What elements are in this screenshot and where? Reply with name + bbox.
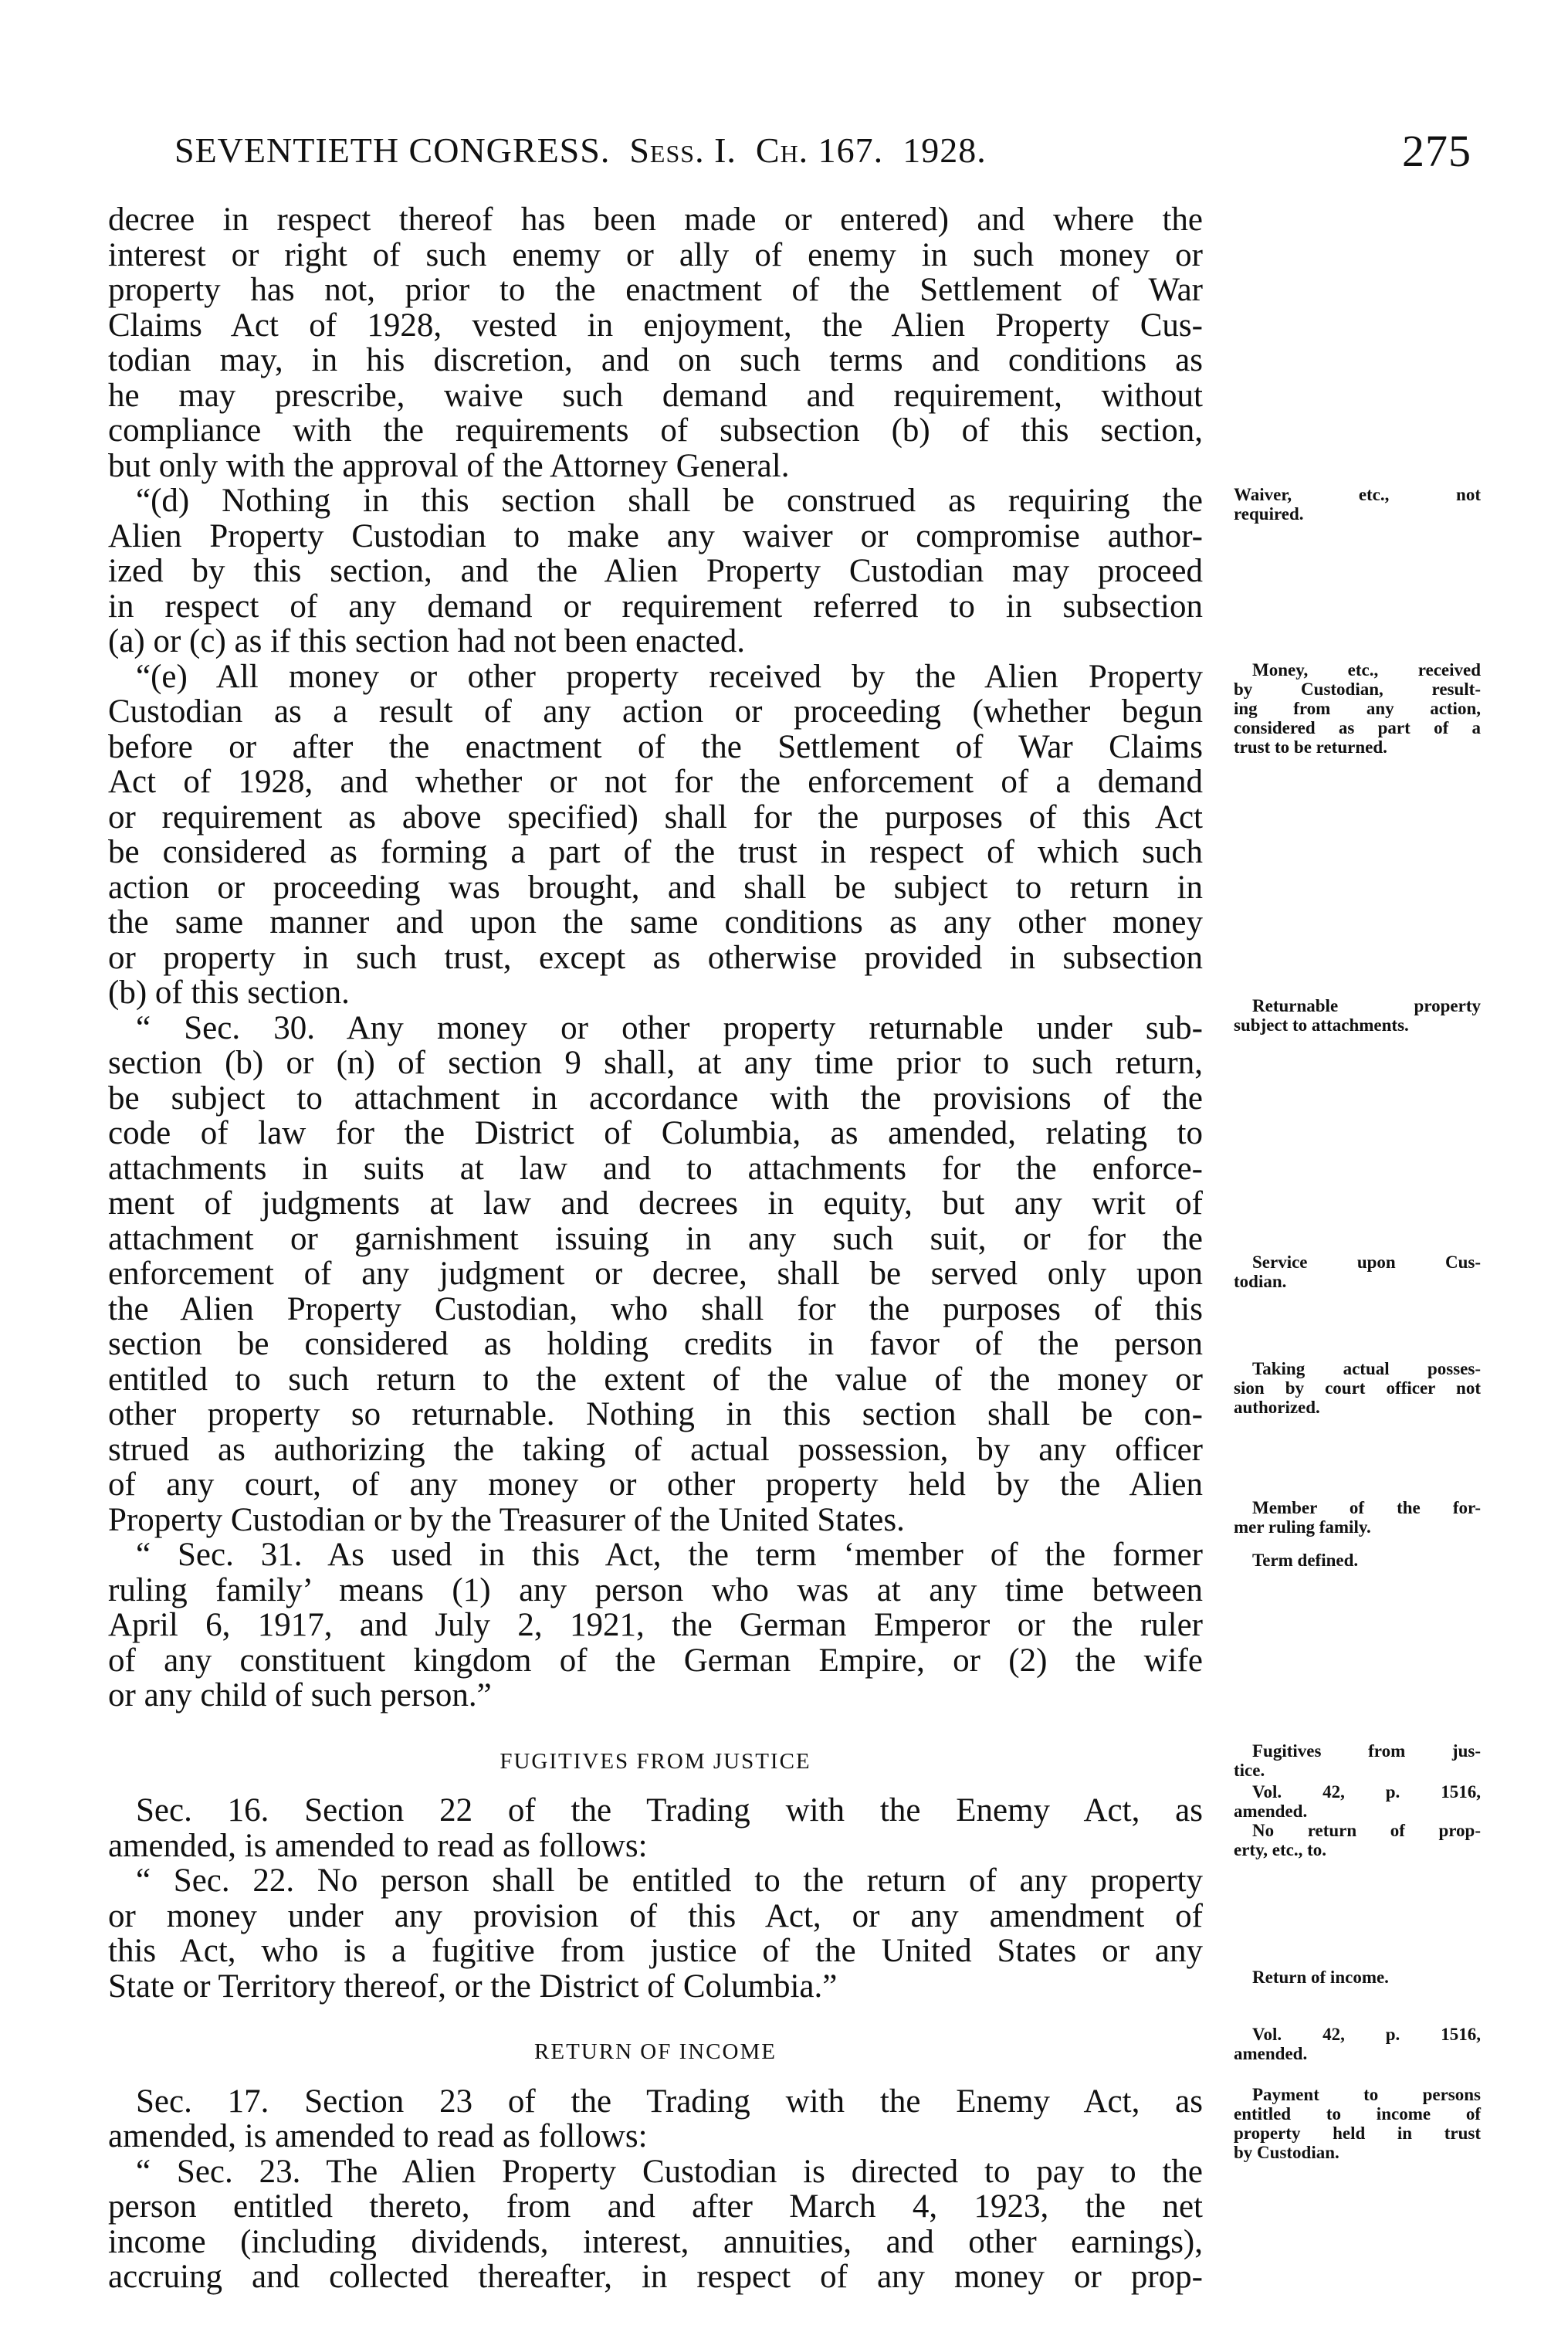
- text-line: State or Territory thereof, or the District of Columbia.”: [108, 1968, 838, 2005]
- text-line: “(e) All money or other property received by the Alien Property: [136, 658, 1203, 695]
- margin-note-line: mer ruling family.: [1234, 1517, 1371, 1537]
- text-line: in respect of any demand or requirement referred to in subsection: [108, 588, 1203, 625]
- text-line: Custodian as a result of any action or proceeding (whether begun: [108, 693, 1203, 730]
- text-line: other property so returnable. Nothing in this section shall be con-: [108, 1396, 1203, 1432]
- margin-note-line: Money, etc., received: [1252, 660, 1481, 680]
- text-line: of any constituent kingdom of the German Empire, or (2) the wife: [108, 1642, 1203, 1679]
- header-chapter: Ch. 167.: [755, 130, 884, 170]
- margin-note-payment: [1234, 2085, 1481, 2162]
- margin-note-fugitives: [1234, 1741, 1481, 1780]
- margin-note-line: Payment to persons: [1252, 2085, 1481, 2104]
- text-line: ized by this section, and the Alien Property Custodian may proceed: [108, 553, 1203, 589]
- margin-note-returnable: [1234, 996, 1481, 1035]
- text-line: code of law for the District of Columbia, as amended, relating to: [108, 1115, 1203, 1151]
- margin-note-line: ing from any action,: [1234, 699, 1481, 718]
- header-title: [174, 130, 987, 171]
- margin-note-line: No return of prop-: [1252, 1821, 1481, 1840]
- margin-note-line: by Custodian.: [1234, 2143, 1339, 2162]
- text-line: accruing and collected thereafter, in respect of any money or prop-: [108, 2259, 1203, 2295]
- margin-note-line: Service upon Cus-: [1252, 1252, 1481, 1272]
- section-heading-fugitives: FUGITIVES FROM JUSTICE: [500, 1748, 811, 1774]
- header-congress: SEVENTIETH CONGRESS.: [174, 130, 611, 170]
- text-line: enforcement of any judgment or decree, shall be served only upon: [108, 1256, 1203, 1292]
- margin-note-line: Vol. 42, p. 1516,: [1252, 2025, 1481, 2044]
- text-line: be considered as forming a part of the trust in respect of which such: [108, 834, 1203, 870]
- margin-note-line: required.: [1234, 504, 1304, 524]
- margin-note-line: Waiver, etc., not: [1234, 485, 1481, 504]
- text-line: but only with the approval of the Attorney General.: [108, 447, 790, 484]
- header-year: 1928.: [903, 130, 987, 170]
- text-line: before or after the enactment of the Settlement of War Claims: [108, 728, 1203, 765]
- margin-note-line: entitled to income of: [1234, 2104, 1481, 2124]
- margin-note-term-defined: [1234, 1551, 1481, 1570]
- margin-note-service: [1234, 1252, 1481, 1291]
- text-line: ment of judgments at law and decrees in equity, but any writ of: [108, 1185, 1203, 1222]
- text-line: decree in respect thereof has been made or entered) and where the: [108, 202, 1203, 238]
- text-line: this Act, who is a fugitive from justice of the United States or any: [108, 1933, 1203, 1969]
- margin-note-waiver: [1234, 485, 1481, 524]
- text-line: “(d) Nothing in this section shall be construed as requiring the: [136, 483, 1203, 519]
- margin-note-line: Vol. 42, p. 1516,: [1252, 1782, 1481, 1802]
- text-line: Act of 1928, and whether or not for the enforcement of a demand: [108, 764, 1203, 800]
- margin-note-line: Term defined.: [1252, 1551, 1359, 1570]
- text-line: or money under any provision of this Act, or any amendment of: [108, 1897, 1203, 1934]
- margin-note-line: subject to attachments.: [1234, 1015, 1409, 1035]
- text-line: Property Custodian or by the Treasurer of the United States.: [108, 1501, 905, 1538]
- margin-note-line: amended.: [1234, 1802, 1308, 1821]
- text-line: “ Sec. 22. No person shall be entitled to the return of any property: [136, 1863, 1203, 1899]
- text-line: income (including dividends, interest, annuities, and other earnings),: [108, 2223, 1203, 2260]
- text-line: (b) of this section.: [108, 975, 350, 1011]
- margin-note-line: Returnable property: [1252, 996, 1481, 1015]
- margin-note-line: authorized.: [1234, 1398, 1320, 1417]
- section-heading-return-income: RETURN OF INCOME: [534, 2039, 777, 2064]
- margin-note-vol-42-second: [1234, 2025, 1481, 2063]
- text-line: attachment or garnishment issuing in any such suit, or for the: [108, 1220, 1203, 1257]
- text-line: “ Sec. 23. The Alien Property Custodian is directed to pay to the: [136, 2153, 1203, 2190]
- spacer: [108, 2070, 1203, 2084]
- text-line: amended, is amended to read as follows:: [108, 2118, 648, 2154]
- page-number: 275: [1402, 126, 1471, 176]
- text-line: compliance with the requirements of subsection (b) of this section,: [108, 412, 1203, 449]
- text-line: strued as authorizing the taking of actual possession, by any officer: [108, 1431, 1203, 1468]
- text-line: Claims Act of 1928, vested in enjoyment, the Alien Property Cus-: [108, 307, 1203, 344]
- margin-note-line: sion by court officer not: [1234, 1378, 1481, 1398]
- header-session: Sess. I.: [629, 130, 737, 170]
- text-line: or any child of such person.”: [108, 1677, 492, 1713]
- text-line: Alien Property Custodian to make any waiver or compromise author-: [108, 517, 1203, 554]
- margin-note-money-received: [1234, 660, 1481, 757]
- text-line: “ Sec. 31. As used in this Act, the term ‘member of the former: [136, 1537, 1203, 1573]
- text-line: entitled to such return to the extent of the value of the money or: [108, 1361, 1203, 1398]
- margin-note-no-return: [1234, 1821, 1481, 1859]
- margin-note-line: tice.: [1234, 1761, 1265, 1780]
- text-line: section (b) or (n) of section 9 shall, at any time prior to such return,: [108, 1045, 1203, 1081]
- text-line: todian may, in his discretion, and on such terms and conditions as: [108, 342, 1203, 378]
- text-line: amended, is amended to read as follows:: [108, 1827, 648, 1864]
- margin-note-line: amended.: [1234, 2044, 1308, 2063]
- text-line: Sec. 16. Section 22 of the Trading with the Enemy Act, as: [136, 1792, 1203, 1829]
- margin-note-line: by Custodian, result-: [1234, 680, 1481, 699]
- spacer: [108, 1713, 1203, 1744]
- margin-note-line: Taking actual posses-: [1252, 1359, 1481, 1378]
- margin-note-line: trust to be returned.: [1234, 737, 1387, 757]
- spacer: [108, 1779, 1203, 1793]
- text-line: the same manner and upon the same conditions as any other money: [108, 904, 1203, 941]
- text-line: action or proceeding was brought, and shall be subject to return in: [108, 869, 1203, 906]
- margin-note-member: [1234, 1498, 1481, 1537]
- text-line: he may prescribe, waive such demand and requirement, without: [108, 377, 1203, 414]
- margin-note-line: Member of the for-: [1252, 1498, 1481, 1517]
- text-line: person entitled thereto, from and after March 4, 1923, the net: [108, 2188, 1203, 2225]
- margin-note-return-income: [1234, 1968, 1481, 1987]
- text-line: ruling family’ means (1) any person who was at any time between: [108, 1571, 1203, 1608]
- text-line: (a) or (c) as if this section had not been enacted.: [108, 623, 746, 659]
- margin-note-line: todian.: [1234, 1272, 1287, 1291]
- text-line: attachments in suits at law and to attachments for the enforce-: [108, 1150, 1203, 1187]
- text-line: of any court, of any money or other property held by the Alien: [108, 1466, 1203, 1503]
- body-text: [108, 202, 1203, 2295]
- margin-note-line: property held in trust: [1234, 2124, 1481, 2143]
- margin-note-line: Return of income.: [1252, 1968, 1389, 1987]
- margin-note-line: Fugitives from jus-: [1252, 1741, 1481, 1761]
- margin-note-line: erty, etc., to.: [1234, 1840, 1327, 1859]
- text-line: or property in such trust, except as otherwise provided in subsection: [108, 939, 1203, 976]
- spacer: [108, 2004, 1203, 2035]
- text-line: April 6, 1917, and July 2, 1921, the German Emperor or the ruler: [108, 1607, 1203, 1643]
- text-line: the Alien Property Custodian, who shall for the purposes of this: [108, 1290, 1203, 1327]
- text-line: section be considered as holding credits in favor of the person: [108, 1326, 1203, 1362]
- margin-note-vol-42-first: [1234, 1782, 1481, 1821]
- text-line: property has not, prior to the enactment of the Settlement of War: [108, 272, 1203, 308]
- margin-note-taking-possession: [1234, 1359, 1481, 1417]
- text-line: “ Sec. 30. Any money or other property returnable under sub-: [136, 1009, 1203, 1046]
- running-header: [174, 126, 1471, 184]
- text-line: Sec. 17. Section 23 of the Trading with the Enemy Act, as: [136, 2083, 1203, 2120]
- text-line: or requirement as above specified) shall for the purposes of this Act: [108, 798, 1203, 836]
- text-line: be subject to attachment in accordance with the provisions of the: [108, 1080, 1203, 1117]
- text-line: interest or right of such enemy or ally of enemy in such money or: [108, 236, 1203, 273]
- margin-note-line: considered as part of a: [1234, 718, 1481, 737]
